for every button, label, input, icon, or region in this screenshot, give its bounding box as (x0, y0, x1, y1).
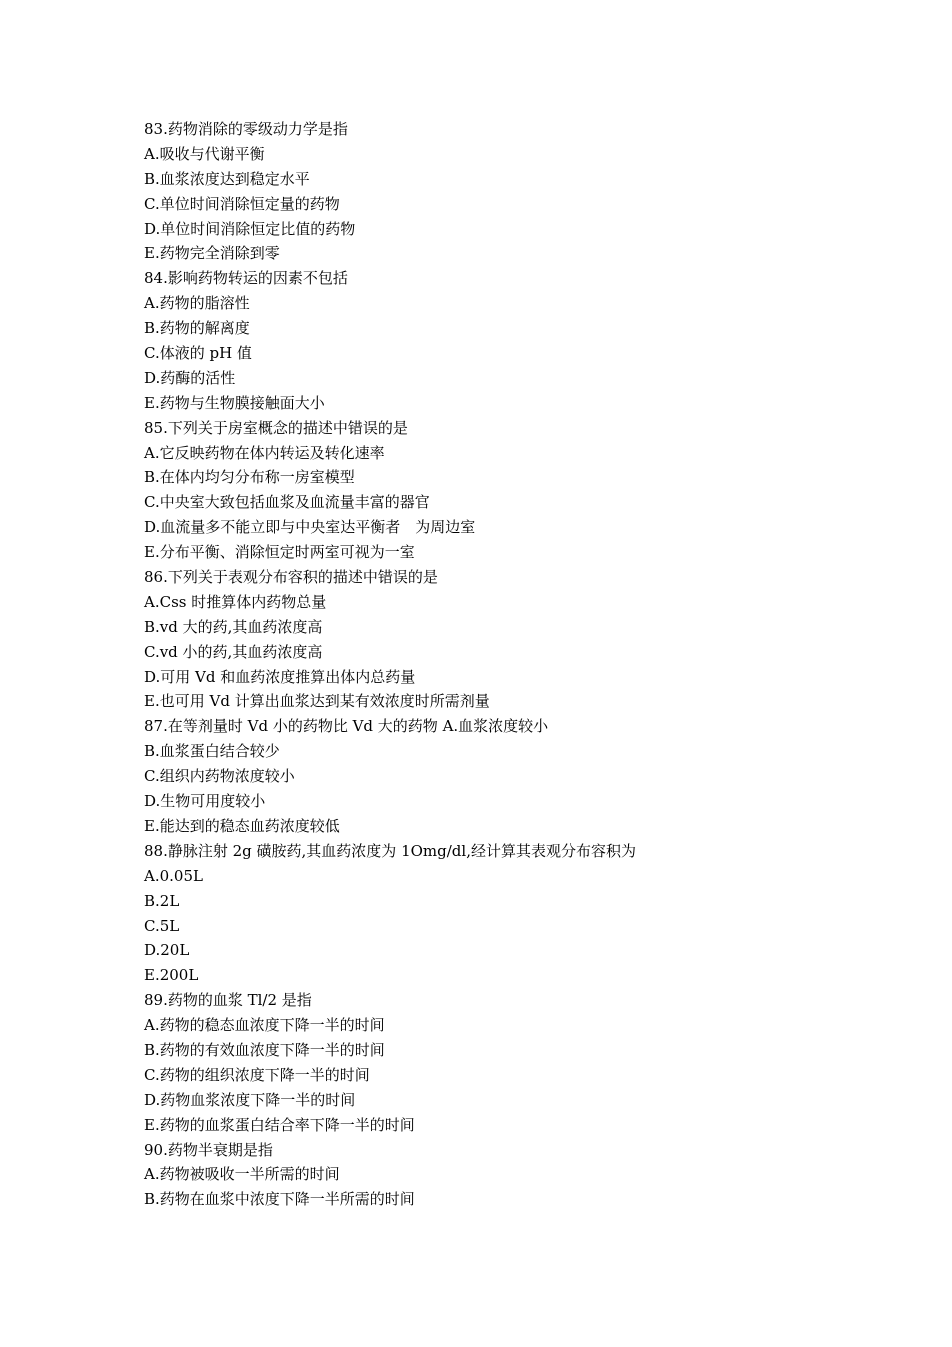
question-84-option-e: E.药物与生物膜接触面大小 (144, 393, 325, 412)
question-text-block (144, 117, 844, 1212)
question-88-option-d: D.20L (144, 941, 190, 960)
question-85-option-d: D.血流量多不能立即与中央室达平衡者 为周边室 (144, 518, 476, 537)
question-88-option-c: C.5L (144, 916, 180, 935)
question-86-stem: 86.下列关于表观分布容积的描述中错误的是 (144, 568, 438, 587)
question-90-stem: 90.药物半衰期是指 (144, 1140, 273, 1159)
question-88-option-e: E.200L (144, 966, 199, 985)
question-87-option-c: C.组织内药物浓度较小 (144, 767, 295, 786)
question-84-option-b: B.药物的解离度 (144, 319, 250, 338)
question-83-option-d: D.单位时间消除恒定比值的药物 (144, 219, 356, 238)
question-85-option-e: E.分布平衡、消除恒定时两室可视为一室 (144, 543, 415, 562)
question-83-stem: 83.药物消除的零级动力学是指 (144, 120, 348, 138)
question-86-option-c: C.vd 小的药,其血药浓度高 (144, 642, 323, 661)
question-90-option-b: B.药物在血浆中浓度下降一半所需的时间 (144, 1190, 415, 1209)
question-88-option-a: A.0.05L (144, 866, 203, 885)
question-89-option-a: A.药物的稳态血浓度下降一半的时间 (144, 1016, 385, 1035)
question-89-option-e: E.药物的血浆蛋白结合率下降一半的时间 (144, 1115, 415, 1134)
question-89-stem: 89.药物的血浆 Tl/2 是指 (144, 991, 312, 1010)
question-84-option-c: C.体液的 pH 值 (144, 344, 252, 363)
question-85-option-c: C.中央室大致包括血浆及血流量丰富的器官 (144, 493, 430, 512)
question-85-option-b: B.在体内均匀分布称一房室模型 (144, 468, 355, 487)
question-87-stem: 87.在等剂量时 Vd 小的药物比 Vd 大的药物 A.血浆浓度较小 (144, 717, 549, 736)
question-85-option-a: A.它反映药物在体内转运及转化速率 (144, 443, 385, 462)
question-83-option-a: A.吸收与代谢平衡 (144, 144, 265, 163)
question-87-option-e: E.能达到的稳态血药浓度较低 (144, 816, 340, 835)
question-83-option-c: C.单位时间消除恒定量的药物 (144, 194, 340, 213)
question-88-option-b: B.2L (144, 891, 180, 910)
question-84-option-d: D.药酶的活性 (144, 368, 236, 387)
question-90-option-a: A.药物被吸收一半所需的时间 (144, 1165, 340, 1184)
question-84-stem: 84.影响药物转运的因素不包括 (144, 269, 348, 288)
question-83-option-b: B.血浆浓度达到稳定水平 (144, 169, 310, 188)
question-88-stem: 88.静脉注射 2g 磺胺药,其血药浓度为 1Omg/dl,经计算其表观分布容积为 (144, 841, 636, 860)
question-89-option-d: D.药物血浆浓度下降一半的时间 (144, 1090, 356, 1109)
question-83-option-e: E.药物完全消除到零 (144, 244, 280, 263)
question-87-option-d: D.生物可用度较小 (144, 792, 266, 811)
question-86-option-b: B.vd 大的药,其血药浓度高 (144, 617, 323, 636)
question-85-stem: 85.下列关于房室概念的描述中错误的是 (144, 418, 408, 437)
question-89-option-b: B.药物的有效血浓度下降一半的时间 (144, 1040, 385, 1059)
question-89-option-c: C.药物的组织浓度下降一半的时间 (144, 1065, 370, 1084)
question-86-option-a: A.Css 时推算体内药物总量 (144, 592, 327, 611)
question-86-option-d: D.可用 Vd 和血药浓度推算出体内总药量 (144, 667, 416, 686)
question-84-option-a: A.药物的脂溶性 (144, 294, 250, 313)
question-87-option-b: B.血浆蛋白结合较少 (144, 742, 280, 761)
question-86-option-e: E.也可用 Vd 计算出血浆达到某有效浓度时所需剂量 (144, 692, 490, 711)
